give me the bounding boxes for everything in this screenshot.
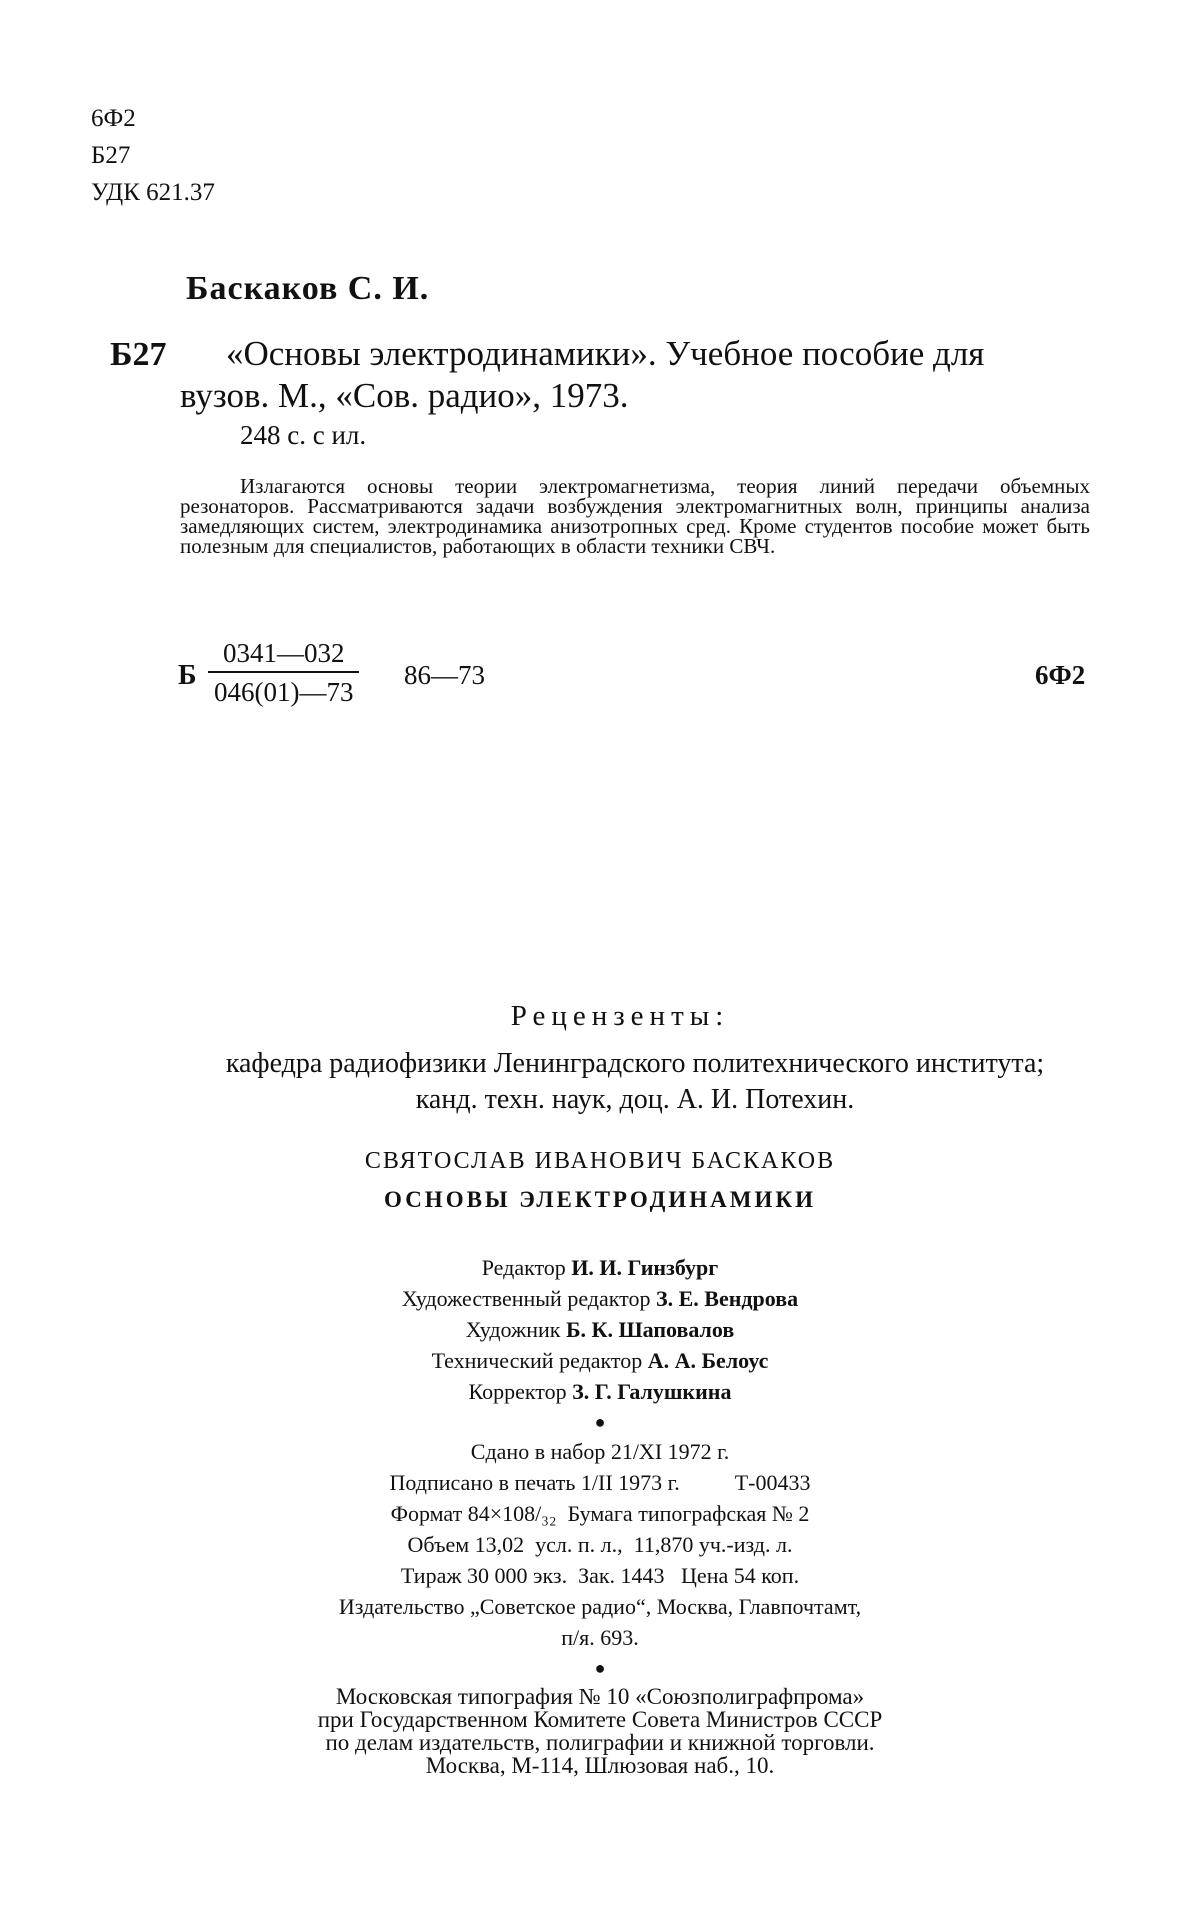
abstract-paragraph: Излагаются основы теории электромагнетизма, теория линий передачи объемных резонаторов. Рассматриваются задачи возбуждения электромагнитных волн, принципы анализа замедляющих систем, электродинамика анизотропных сред. Кроме студентов пособие может быть полезным для специалистов, работающих в области техники СВЧ. (180, 474, 1090, 558)
staff-row-tech-editor (0, 1345, 1200, 1376)
author-sign: Б27 (91, 142, 131, 169)
print-info-line: Сдано в набор 21/XI 1972 г. (470, 1439, 730, 1464)
print-info-line: Объем 13,02 усл. п. л., 11,870 уч.-изд. л. (407, 1532, 793, 1557)
catalog-formula-numerator: 0341—032 (222, 638, 345, 668)
staff-row-editor (0, 1252, 1200, 1283)
title-line-1: «Основы электродинамики». Учебное пособие для (226, 334, 985, 373)
staff-role: Художник (465, 1317, 561, 1342)
staff-name: И. И. Гинзбург (571, 1255, 719, 1280)
udc-code: УДК 621.37 (91, 179, 215, 206)
separator-bullet: ● (594, 1658, 606, 1678)
staff-name: З. Г. Галушкина (572, 1379, 732, 1404)
title-line-2: вузов. М., «Сов. радио», 1973. (180, 376, 629, 415)
staff-list (0, 1252, 1200, 1438)
printing-house (0, 1685, 1200, 1777)
classification-codes (91, 100, 215, 211)
staff-name: А. А. Белоус (647, 1348, 769, 1373)
catalog-formula-prefix: Б (178, 660, 197, 691)
catalog-formula-denominator: 046(01)—73 (208, 671, 359, 708)
staff-row-art-editor (0, 1283, 1200, 1314)
printing-house-line: Московская типография № 10 «Союзполиграфпрома» (335, 1684, 865, 1709)
catalog-label: Б27 (110, 336, 167, 373)
print-info-line: Формат 84×108/₃₂ Бумага типографская № 2 (390, 1501, 810, 1526)
print-info (0, 1436, 1200, 1684)
staff-role: Технический редактор (431, 1348, 643, 1373)
staff-role: Редактор (481, 1255, 566, 1280)
printing-house-line: при Государственном Комитете Совета Министров СССР (317, 1707, 883, 1732)
catalog-formula-fraction (208, 638, 359, 708)
catalog-formula-code: 86—73 (404, 660, 485, 690)
staff-name: З. Е. Вендрова (656, 1286, 799, 1311)
staff-row-proofreader (0, 1376, 1200, 1407)
staff-role: Корректор (468, 1379, 567, 1404)
printing-house-line: Москва, М-114, Шлюзовая наб., 10. (425, 1753, 775, 1778)
print-info-line: п/я. 693. (561, 1625, 639, 1650)
reviewers-title: Рецензенты: (510, 1000, 730, 1032)
page-count: 248 с. с ил. (240, 420, 367, 450)
print-info-line: Подписано в печать 1/II 1973 г. Т-00433 (389, 1470, 811, 1495)
print-info-line: Тираж 30 000 экз. Зак. 1443 Цена 54 коп. (400, 1563, 800, 1588)
printing-house-line: по делам издательств, полиграфии и книжной торговли. (325, 1730, 875, 1755)
book-title: ОСНОВЫ ЭЛЕКТРОДИНАМИКИ (384, 1187, 816, 1212)
staff-role: Художественный редактор (401, 1286, 651, 1311)
bbk-code: 6Ф2 (91, 105, 136, 132)
separator-bullet: ● (594, 1412, 606, 1432)
staff-name: Б. К. Шаповалов (565, 1317, 735, 1342)
catalog-formula-class: 6Ф2 (1035, 660, 1086, 690)
reviewers-text: кафедра радиофизики Ленинградского политехнического института; канд. техн. наук, доц. А. И. Потехин. (225, 1048, 1045, 1115)
staff-row-artist (0, 1314, 1200, 1345)
print-info-line: Издательство „Советское радио“, Москва, Главпочтамт, (338, 1594, 862, 1619)
author-heading: Баскаков С. И. (186, 270, 430, 307)
author-full-name: СВЯТОСЛАВ ИВАНОВИЧ БАСКАКОВ (364, 1148, 836, 1174)
